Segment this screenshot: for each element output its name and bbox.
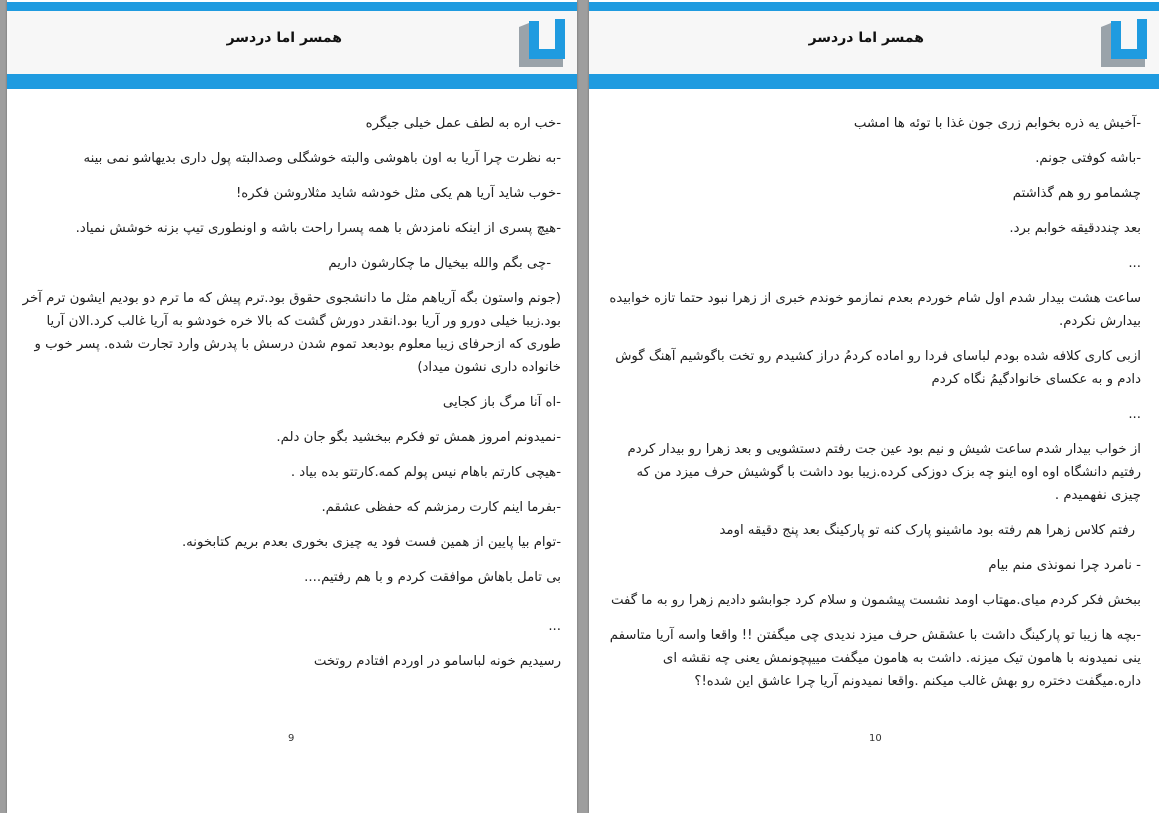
paragraph: ... <box>1128 256 1141 271</box>
paragraph: ساعت هشت بیدار شدم اول شام خوردم بعدم نمازمو خوندم خبری از زهرا نبود حتما تازه خوابیده بیدارش نکردم. <box>609 291 1141 329</box>
publisher-logo-icon <box>519 17 571 67</box>
page-10 <box>589 0 1159 813</box>
page-body <box>606 112 1141 705</box>
page-number: 10 <box>869 733 882 744</box>
page-9 <box>7 0 577 813</box>
paragraph: بی تامل باهاش موافقت کردم و با هم رفتیم.... <box>304 570 561 585</box>
header-bottom-bar <box>7 74 577 89</box>
paragraph: -نمیدونم امروز همش تو فکرم ببخشید بگو جان دلم. <box>276 430 561 445</box>
paragraph: -باشه کوفتی جونم. <box>1035 151 1141 166</box>
paragraph: -بچه ها زیبا تو پارکینگ داشت با عشقش حرف میزد ندیدی چی میگفتن !! واقعا واسه آریا متاسفم ینی نمیدونه با هامون تیک میزنه. داشت به هامون میگفت مییپچونمش یعنی چه نقشه ای داره.میگفت دختره رو بهش غالب میکنم .واقعا نمیدونم آریا چرا عاشق این شده!؟ <box>609 628 1141 689</box>
paragraph: -چی بگم والله بیخیال ما چکارشون داریم <box>328 256 551 271</box>
paragraph: -آخیش یه ذره بخوابم زری جون غذا با توئه ها امشب <box>853 116 1141 131</box>
header-top-bar <box>589 2 1159 11</box>
paragraph: ... <box>548 619 561 634</box>
paragraph: -خوب شاید آریا هم یکی مثل خودشه شاید مثلاروشن فکره! <box>235 186 561 201</box>
header-title: همسر اما دردسر <box>808 30 924 46</box>
paragraph: از خواب بیدار شدم ساعت شیش و نیم بود عین جت رفتم دستشویی و بعد زهرا رو بیدار کردم رفتیم دانشگاه اوه اوه اینو چه بزک دوزکی کرده.زیبا بود داشت با گوشیش حرف میزد من که چیزی نفهمیدم . <box>627 442 1141 503</box>
paragraph: چشمامو رو هم گذاشتم <box>1012 186 1141 201</box>
paragraph: رفتم کلاس زهرا هم رفته بود ماشینو پارک کنه تو پارکینگ بعد پنج دقیقه اومد <box>719 523 1135 538</box>
header-top-bar <box>7 2 577 11</box>
paragraph: -توام بیا پایین از همین فست فود یه چیزی بخوری بعدم بریم کتابخونه. <box>181 535 561 550</box>
paragraph: رسیدیم خونه لباسامو در اوردم افتادم روتخت <box>313 654 561 669</box>
paragraph: ازبی کاری کلافه شده بودم لباسای فردا رو اماده کردمُ دراز کشیدم رو تخت باگوشیم آهنگ گوش دادم و به عکسای خانوادگیمُ نگاه کردم <box>615 349 1141 387</box>
header-bottom-bar <box>589 74 1159 89</box>
paragraph: -خب اره به لطف عمل خیلی جیگره <box>365 116 561 131</box>
page-body <box>21 112 561 685</box>
publisher-logo-icon <box>1101 17 1153 67</box>
paragraph: - نامرد چرا نمونذی منم بیام <box>988 558 1141 573</box>
paragraph: -اه آنا مرگ باز کجایی <box>442 395 561 410</box>
paragraph: بعد چنددقیقه خوابم برد. <box>1009 221 1141 236</box>
paragraph: -هیچی کارتم باهام نیس پولم کمه.کارتتو بده بیاد . <box>290 465 561 480</box>
paragraph: ببخش فکر کردم میای.مهتاب اومد نشست پیشمون و سلام کرد جوابشو دادیم زهرا رو به ما گفت <box>610 593 1141 608</box>
paragraph: (جونم واستون بگه آریاهم مثل ما دانشجوی حقوق بود.ترم پیش که ما ترم دو بودیم ایشون ترم آخر بود.زیبا خیلی دورو ور آریا بود.انقدر دورش گشت که بالا خره خودشو به آریا غالب کرد.الان آریا طوری که ازحرفای زیبا معلوم بودبعد تموم شدن درسش با پدرش وارد تجارت شده. پسر خوب و خانواده داری نشون میداد) <box>22 291 561 375</box>
page-number: 9 <box>288 733 295 744</box>
paragraph: ... <box>1128 407 1141 422</box>
paragraph: -هیچ پسری از اینکه نامزدش با همه پسرا راحت باشه و اونطوری تیپ بزنه خوشش نمیاد. <box>75 221 561 236</box>
paragraph: -بفرما اینم کارت رمزشم که حفظی عشقم. <box>321 500 561 515</box>
header-title: همسر اما دردسر <box>226 30 342 46</box>
paragraph: -به نظرت چرا آریا به اون باهوشی والبته خوشگلی وصدالبته پول داری بدیهاشو نمی بینه <box>83 151 561 166</box>
